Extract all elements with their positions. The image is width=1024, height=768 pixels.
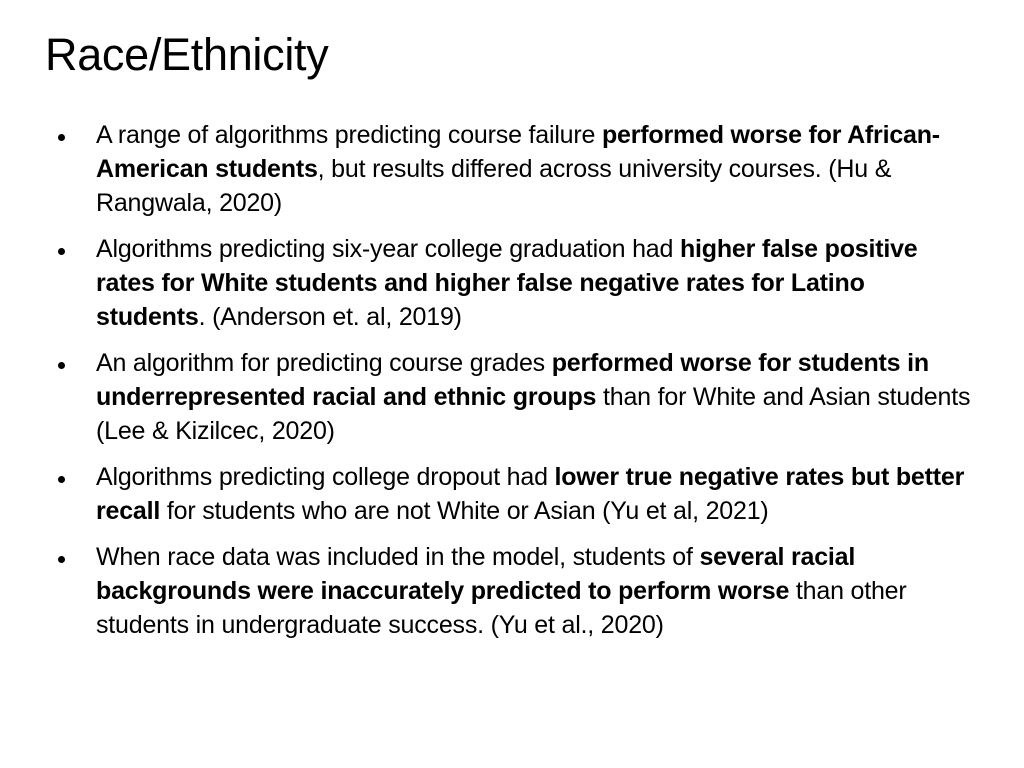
bullet-list (58, 118, 978, 654)
bullet-text-bold: performed worse for students in underrepresented racial and ethnic groups (96, 349, 929, 411)
bullet-text-bold: performed worse for African-American students (96, 121, 940, 183)
bullet-text (96, 118, 978, 220)
bullet-text-bold: lower true negative rates but better recall (96, 463, 965, 525)
bullet-text-regular: than other students in undergraduate success. (Yu et al., 2020) (96, 577, 907, 639)
bullet-text (96, 232, 978, 334)
bullet-text-bold: several racial backgrounds were inaccurately predicted to perform worse (96, 543, 856, 605)
bullet-text-regular: for students who are not White or Asian (Yu et al, 2021) (160, 497, 769, 525)
bullet-text-bold: higher false positive rates for White students and higher false negative rates for Latino students (96, 235, 918, 331)
bullet-item (58, 346, 978, 448)
bullet-text-regular: . (Anderson et. al, 2019) (198, 303, 462, 331)
bullet-text-regular: Algorithms predicting college dropout had (96, 463, 555, 491)
bullet-item (58, 118, 978, 220)
bullet-text (96, 540, 978, 642)
bullet-item (58, 460, 978, 528)
bullet-item (58, 232, 978, 334)
bullet-text (96, 346, 978, 448)
bullet-text-regular: A range of algorithms predicting course failure (96, 121, 602, 149)
bullet-dot-icon (58, 248, 65, 255)
bullet-dot-icon (58, 476, 65, 483)
bullet-dot-icon (58, 362, 65, 369)
bullet-text-regular: An algorithm for predicting course grades (96, 349, 552, 377)
bullet-text-regular: Algorithms predicting six-year college graduation had (96, 235, 680, 263)
bullet-item (58, 540, 978, 642)
bullet-dot-icon (58, 556, 65, 563)
slide-title: Race/Ethnicity (45, 29, 329, 80)
bullet-text-regular: When race data was included in the model, students of (96, 543, 700, 571)
bullet-text-regular: than for White and Asian students (Lee & Kizilcec, 2020) (96, 383, 971, 445)
bullet-text-regular: , but results differed across university courses. (Hu & Rangwala, 2020) (96, 155, 892, 217)
bullet-dot-icon (58, 134, 65, 141)
bullet-text (96, 460, 978, 528)
